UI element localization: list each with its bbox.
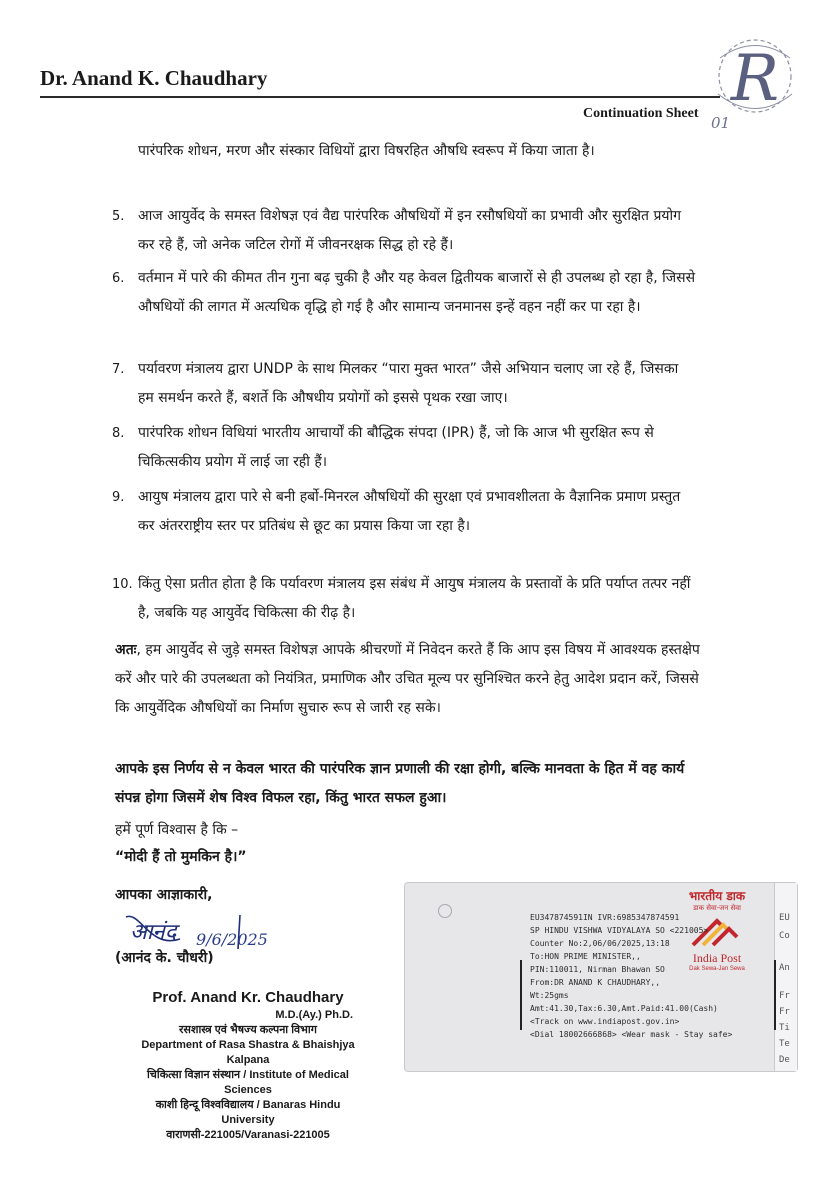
strip-text: De	[779, 1055, 790, 1065]
signer-name-hindi: (आनंद के. चौधरी)	[115, 950, 214, 966]
list-number: 8.	[112, 426, 125, 441]
list-text: किंतु ऐसा प्रतीत होता है कि पर्यावरण मंत्रालय इस संबंध में आयुष मंत्रालय के प्रस्तावों के प्रति पर्याप्त तत्पर नहीं है, जबकि यह आयुर्वेद चिकित्सा की रीढ़ है।	[138, 576, 691, 621]
receipt-line: EU347874591IN IVR:6985347874591	[530, 913, 680, 922]
receipt-line: Amt:41.30,Tax:6.30,Amt.Paid:41.00(Cash)	[530, 1004, 718, 1013]
sheet-number: 01	[711, 114, 731, 132]
stamp-institute: चिकित्सा विज्ञान संस्थान / Institute of Medical Sciences	[147, 1069, 349, 1096]
india-post-hindi-tagline: डाक सेवा-जन सेवा	[693, 904, 741, 912]
receipt-line: PIN:110011, Nirman Bhawan SO	[530, 965, 665, 974]
confidence-line: हमें पूर्ण विश्वास है कि –	[115, 822, 239, 838]
strip-text: An	[779, 963, 790, 973]
list-number: 10.	[112, 577, 133, 592]
stamp-dept-en: Department of Rasa Shastra & Bhaishjya Kalpana	[141, 1039, 355, 1066]
list-number: 9.	[112, 490, 125, 505]
list-item	[112, 419, 698, 477]
receipt-line: Counter No:2,06/06/2025,13:18	[530, 939, 670, 948]
stamp-university: काशी हिन्दू विश्वविद्यालय / Banaras Hindu University	[155, 1099, 341, 1126]
strip-text: Te	[779, 1039, 790, 1049]
official-stamp	[133, 988, 363, 1143]
carryover-paragraph: पारंपरिक शोधन, मरण और संस्कार विधियों द्वारा विषरहित औषधि स्वरूप में किया जाता है।	[138, 143, 595, 159]
receipt-mark	[520, 960, 522, 1030]
list-number: 6.	[112, 271, 125, 286]
request-text: , हम आयुर्वेद से जुड़े समस्त विशेषज्ञ आपके श्रीचरणों में निवेदन करते हैं कि आप इस विषय में आवश्यक हस्तक्षेप करें और पारे की उपलब्धता को नियंत्रित, प्रमाणिक और उचित मूल्य पर सुनिश्चित करने हेतु आदेश प्रदान करें, जिससे कि आयुर्वेदिक औषधियों का निर्माण सुचारु रूप से जारी रह सके।	[115, 642, 700, 716]
india-post-hindi: भारतीय डाक	[688, 889, 746, 903]
list-text: आज आयुर्वेद के समस्त विशेषज्ञ एवं वैद्य पारंपरिक औषधियों में इन रसौषधियों का प्रभावी और सुरक्षित प्रयोग कर रहे हैं, जो अनेक जटिल रोगों में जीवनरक्षक सिद्ध हो रहे हैं।	[138, 208, 682, 253]
receipt-line: SP HINDU VISHWA VIDYALAYA SO <221005>	[530, 926, 709, 935]
continuation-label: Continuation Sheet	[583, 106, 699, 121]
author-name: Dr. Anand K. Chaudhary	[40, 66, 268, 90]
request-paragraph	[115, 636, 707, 723]
list-item	[112, 202, 698, 260]
stamp-city: वाराणसी-221005/Varanasi-221005	[166, 1129, 330, 1141]
list-number: 7.	[112, 362, 125, 377]
list-text: पारंपरिक शोधन विधियां भारतीय आचार्यों की बौद्धिक संपदा (IPR) हैं, जो कि आज भी सुरक्षित रूप से चिकित्सकीय प्रयोग में लाई जा रही हैं।	[138, 425, 654, 470]
svg-text:आनंद: आनंद	[130, 920, 177, 945]
svg-text:R: R	[730, 42, 780, 116]
list-text: वर्तमान में पारे की कीमत तीन गुना बढ़ चुकी है और यह केवल द्वितीयक बाजारों से ही उपलब्ध हो रहा है, जिससे औषधियों की लागत में अत्यधिक वृद्धि हो गई है और सामान्य जनमानस इन्हें वहन नहीं कर पा रहा है।	[138, 270, 696, 315]
list-item	[112, 483, 698, 541]
receipt-edge-strip	[774, 883, 797, 1071]
receipt-line: <Dial 18002666868> <Wear mask - Stay safe>	[530, 1030, 733, 1039]
list-item	[112, 355, 698, 413]
list-text: पर्यावरण मंत्रालय द्वारा UNDP के साथ मिलकर “पारा मुक्त भारत” जैसे अभियान चलाए जा रहे हैं, जिसका हम समर्थन करते हैं, बशर्ते कि औषधीय प्रयोगों को इससे पृथक रखा जाए।	[138, 361, 679, 406]
receipt-line: From:DR ANAND K CHAUDHARY,,	[530, 978, 661, 987]
stamp-dept-hindi: रसशास्त्र एवं भैषज्य कल्पना विभाग	[179, 1024, 317, 1036]
receipt-line: To:HON PRIME MINISTER,,	[530, 952, 641, 961]
closing-paragraph: आपके इस निर्णय से न केवल भारत की पारंपरिक ज्ञान प्रणाली की रक्षा होगी, बल्कि मानवता के हित में वह कार्य संपन्न होगा जिसमें शेष विश्व विफल रहा, किंतु भारत सफल हुआ।	[115, 761, 685, 806]
receipt-lines	[530, 911, 765, 1041]
strip-text: Ti	[779, 1023, 790, 1033]
receipt-line: Wt:25gms	[530, 991, 569, 1000]
receipt-line: <Track on www.indiapost.gov.in>	[530, 1017, 680, 1026]
handwritten-date: 9/6/2025	[196, 930, 268, 949]
list-number: 5.	[112, 209, 125, 224]
slogan: “मोदी हैं तो मुमकिन है।”	[115, 849, 247, 865]
strip-text: Fr	[779, 1007, 790, 1017]
list-text: आयुष मंत्रालय द्वारा पारे से बनी हर्बो-मिनरल औषधियों की सुरक्षा एवं प्रभावशीलता के वैज्ञानिक प्रमाण प्रस्तुत कर अंतरराष्ट्रीय स्तर पर प्रतिबंध से छूट का प्रयास किया जा रहा है।	[138, 489, 681, 534]
postal-receipt	[404, 882, 798, 1072]
strip-text: EU	[779, 913, 790, 923]
monogram-logo	[700, 28, 810, 128]
india-post-tagline: Dak Sewa-Jan Sewa	[689, 966, 745, 972]
receipt-punch-hole	[438, 904, 452, 918]
strip-text: Co	[779, 931, 790, 941]
stamp-name: Prof. Anand Kr. Chaudhary	[152, 989, 344, 1006]
india-post-english: India Post	[692, 951, 742, 965]
list-item	[112, 570, 698, 628]
salutation: आपका आज्ञाकारी,	[115, 887, 213, 903]
request-lead: अतः	[115, 642, 137, 658]
header-rule	[40, 96, 720, 98]
stamp-degree: M.D.(Ay.) Ph.D.	[275, 1009, 353, 1021]
list-item	[112, 264, 698, 322]
receipt-mark	[774, 960, 776, 1030]
strip-text: Fr	[779, 991, 790, 1001]
